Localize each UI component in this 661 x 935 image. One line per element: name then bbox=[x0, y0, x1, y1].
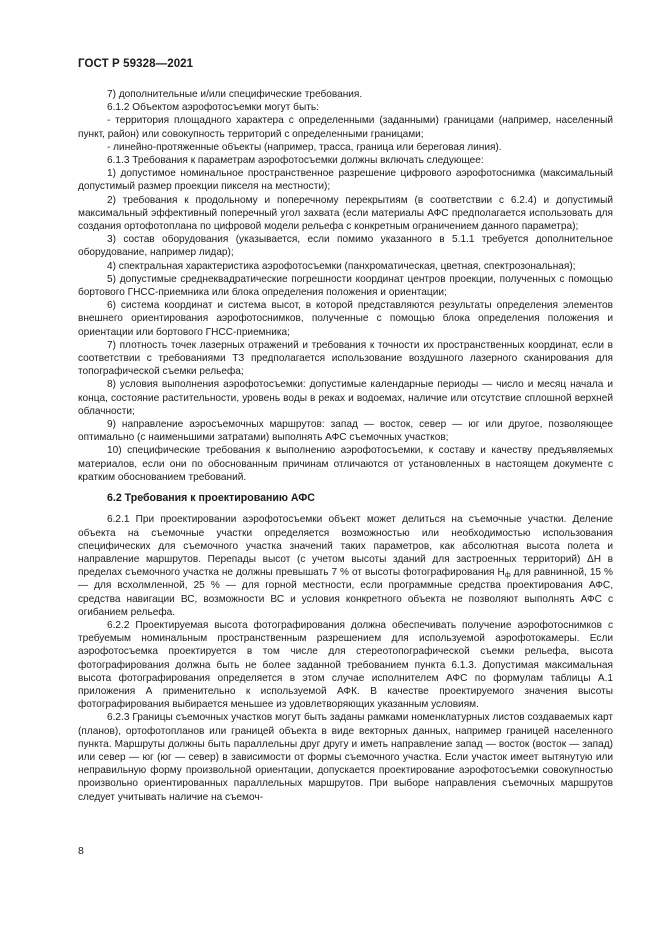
paragraph: 5) допустимые среднеквадратические погрешности координат центров проекции, полученных с помощью бортового ГНСС-приемника или блока определения положения и ориентации; bbox=[78, 273, 613, 299]
paragraph: 9) направление аэросъемочных маршрутов: запад — восток, север — юг или другое, позволяющее оптимально (с наименьшими затратами) выполнять АФС съемочных участков; bbox=[78, 419, 613, 444]
paragraph: 7) плотность точек лазерных отражений и требования к точности их пространственных координат, если в соответствии с требованиями ТЗ предполагается использование воздушного лазерного сканирования для топографической съемки рельефа; bbox=[78, 339, 613, 378]
paragraph: 1) допустимое номинальное пространственное разрешение цифрового аэрофотоснимка (максимальный допустимый размер проекции пикселя на местности); bbox=[78, 168, 613, 193]
subscript: ф bbox=[504, 572, 511, 580]
paragraph: 10) специфические требования к выполнению аэрофотосъемки, к составу и качеству предъявляемых материалов, если они по обоснованным причинам отличаются от установленных в настоящем документе с кратким обоснованием требований. bbox=[78, 445, 613, 483]
standard-header: ГОСТ Р 59328—2021 bbox=[78, 58, 194, 70]
paragraph: 2) требования к продольному и поперечному перекрытиям (в соответствии с 6.2.4) и допустимый максимальный эффективный поперечный угол захвата (если материалы АФС предполагается использовать для создания ортофотоплана по цифровой модели рельефа с конкретным ограничением данного параметра); bbox=[78, 194, 613, 233]
paragraph: 3) состав оборудования (указывается, если помимо указанного в 5.1.1 требуется дополнительное оборудование, например лидар); bbox=[78, 234, 613, 259]
paragraph: - территория площадного характера с определенными (заданными) границами (например, населенный пункт, район) или совокупность территорий с определенными границами; bbox=[78, 115, 613, 140]
paragraph: 4) спектральная характеристика аэрофотосъемки (панхроматическая, цветная, спектрозональная); bbox=[107, 260, 576, 272]
paragraph: 6.1.3 Требования к параметрам аэрофотосъемки должны включать следующее: bbox=[107, 155, 484, 167]
page-number: 8 bbox=[78, 845, 84, 857]
paragraph: 6.1.2 Объектом аэрофотосъемки могут быть: bbox=[107, 102, 319, 114]
paragraph-text: для равнинной, 15 % — для всхолмленной, 25 % — для горной местности, если программные средства проектирования АФС, средства навигации ВС, возможности ВС и условия конкретного объекта не позволяют выполнять АФС с огибанием рельефа. bbox=[78, 567, 614, 618]
section-heading: 6.2 Требования к проектированию АФС bbox=[107, 492, 315, 505]
paragraph: 8) условия выполнения аэрофотосъемки: допустимые календарные периоды — число и месяц начала и конца, состояние растительности, уровень воды в реках и водоемах, наличие или отсутствие сплошной верхней облачности; bbox=[78, 379, 613, 417]
paragraph-text: 6.2.1 При проектировании аэрофотосъемки объект может делиться на съемочные участки. Деление объекта на съемочные участки определяется возможностью или необходимостью использования специфических для съемочного участка значений таких параметров, как абсолютная высота полета и направление маршрутов. Перепады высот (с учетом высоты зданий для застроенных территорий) ΔH в пределах съемочного участка не должны превышать 7 % от высоты фотографирования H bbox=[78, 514, 613, 579]
paragraph: - линейно-протяженные объекты (например, трасса, граница или береговая линия). bbox=[107, 141, 502, 153]
document-body bbox=[78, 88, 613, 804]
paragraph-6-2-2: 6.2.2 Проектируемая высота фотографирования должна обеспечивать получение аэрофотоснимков с требуемым номинальным пространственным разрешением для используемой аэрофотокамеры. Если аэрофотосъемка проектируется в том числе для стереотопографической съемки рельефа, высота фотографирования должна быть не более заданной требованием пункта 6.1.3. Допустимая максимальная высота фотографирования определяется в этом случае исполнителем АФС по формулам таблицы А.1 приложения А применительно к используемой АФК. В качестве проектируемого значения высоты фотографирования выбирается меньшее из удовлетворяющих указанным условиям. bbox=[78, 619, 613, 711]
paragraph-6-2-3: 6.2.3 Границы съемочных участков могут быть заданы рамками номенклатурных листов создаваемых карт (планов), ортофотопланов или границей объекта в виде векторных данных, например границей населенного пункта. Маршруты должны быть параллельны друг другу и иметь направление запад — восток (восток — запад) или север — юг (юг — север) в зависимости от формы съемочного участка. Если участок имеет вытянутую или неправильную форму произвольной ориентации, допускается проектирование аэрофотосъемки совокупностью произвольно ориентированных параллельных маршрутов. При выборе направления съемочных маршрутов следует учитывать наличие на съемоч- bbox=[78, 712, 613, 803]
paragraph: 6) система координат и система высот, в которой представляются результаты определения элементов внешнего ориентирования аэрофотоснимков, полученные с помощью блока определения положения и ориентации или бортового ГНСС-приемника; bbox=[78, 300, 613, 338]
paragraph-6-2-1 bbox=[78, 513, 613, 619]
paragraph: 7) дополнительные и/или специфические требования. bbox=[107, 89, 363, 100]
